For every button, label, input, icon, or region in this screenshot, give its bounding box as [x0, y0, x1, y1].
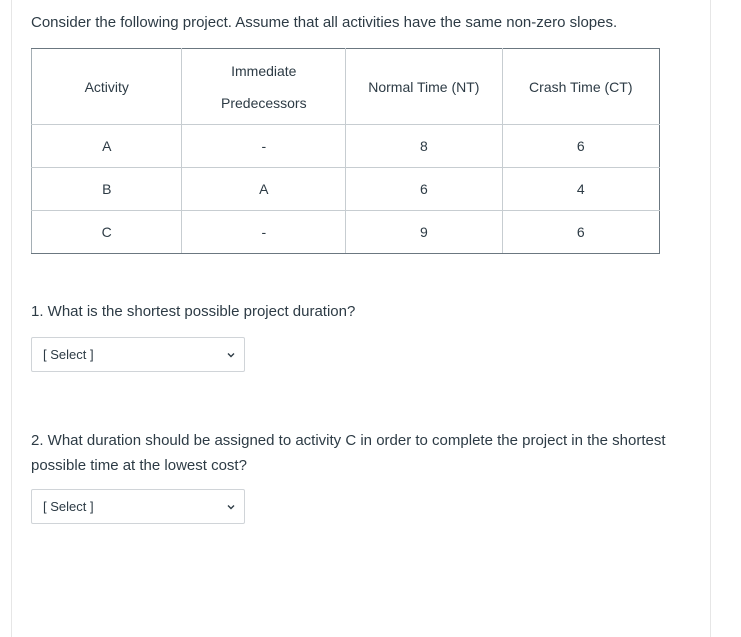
cell-crash-time: 4 — [502, 168, 659, 211]
header-crash-time: Crash Time (CT) — [502, 49, 659, 125]
project-table — [31, 48, 660, 254]
cell-normal-time: 6 — [346, 168, 502, 211]
cell-predecessors: - — [182, 125, 346, 168]
question-1-select-value: [ Select ] — [43, 347, 94, 362]
cell-crash-time: 6 — [502, 211, 659, 254]
header-predecessors-line1: Immediate — [231, 62, 297, 79]
table-row — [32, 211, 660, 254]
question-2-select[interactable] — [31, 489, 245, 524]
header-predecessors-line2: Predecessors — [221, 94, 307, 111]
question-2-text: 2. What duration should be assigned to activity C in order to complete the project in the shortest possible time at the lowest cost? — [31, 432, 666, 474]
table-row — [32, 168, 660, 211]
header-activity: Activity — [32, 49, 182, 125]
question-1-select[interactable] — [31, 337, 245, 372]
cell-predecessors: - — [182, 211, 346, 254]
chevron-down-icon — [226, 502, 236, 512]
table-header-row — [32, 49, 660, 125]
table-row — [32, 125, 660, 168]
header-normal-time: Normal Time (NT) — [346, 49, 502, 125]
cell-activity: B — [32, 168, 182, 211]
cell-activity: A — [32, 125, 182, 168]
cell-predecessors: A — [182, 168, 346, 211]
header-predecessors — [182, 49, 346, 125]
intro-text: Consider the following project. Assume that all activities have the same non-zero slopes. — [31, 14, 618, 31]
cell-activity: C — [32, 211, 182, 254]
cell-normal-time: 9 — [346, 211, 502, 254]
question-2-select-value: [ Select ] — [43, 499, 94, 514]
cell-normal-time: 8 — [346, 125, 502, 168]
cell-crash-time: 6 — [502, 125, 659, 168]
question-1-text: 1. What is the shortest possible project duration? — [31, 303, 356, 320]
chevron-down-icon — [226, 350, 236, 360]
